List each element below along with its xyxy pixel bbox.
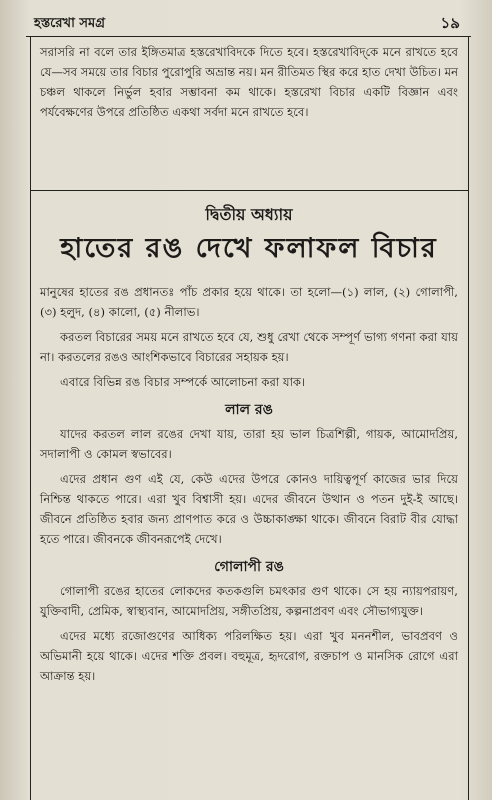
book-title: হস্তরেখা সমগ্র (34, 16, 105, 31)
pink-paragraph-1: গোলাপী রঙের হাতের লোকদের কতকগুলি চমৎকার গুণ থাকে। সে হয় ন্যায়পরায়ণ, যুক্তিবাদী, প্রেমিক, স্বাস্থ্যবান, আমোদপ্রিয়, সঙ্গীতপ্রিয়, কল্পনাপ্রবণ এবং সৌভাগ্যযুক্ত। (40, 584, 458, 618)
section-heading-pink: গোলাপী রঙ (214, 559, 284, 575)
left-border (30, 36, 31, 800)
red-paragraph-2: এদের প্রধান গুণ এই যে, কেউ এদের উপরে কোনও দায়িত্বপূর্ণ কাজের ভার দিয়ে নিশ্চিন্ত থাকতে পারে। এরা খুব বিশ্বাসী হয়। এদের জীবনে উত্থান ও পতন দুই-ই আছে। জীবনে প্রতিষ্ঠিত হবার জন্য প্রাণপাত করে ও উচ্চাকাঙ্ক্ষা থাকে। জীবনে বিরাট বীর যোদ্ধা হতে পারে। জীবনকে জীবনরূপেই দেখে। (40, 472, 458, 546)
section-heading-red: লাল রঙ (225, 402, 273, 418)
intro-text (40, 42, 458, 128)
pink-paragraph-2: এদের মধ্যে রজোগুণের আধিক্য পরিলক্ষিত হয়। এরা খুব মননশীল, ভাবপ্রবণ ও অভিমানী হয়ে থাকে। এদের শক্তি প্রবল। বহুমূত্র, হৃদরোগ, রক্তচাপ ও মানসিক রোগে এরা আক্রান্ত হয়। (40, 629, 458, 683)
section-divider (30, 190, 468, 191)
chapter-body (40, 282, 458, 691)
chapter-title: হাতের রঙ দেখে ফলাফল বিচার (60, 233, 438, 264)
chapter-label: দ্বিতীয় অধ্যায় (205, 205, 293, 224)
running-header (26, 12, 466, 34)
header-rule (26, 36, 471, 37)
paragraph-2: করতল বিচারের সময় মনে রাখতে হবে যে, শুধু রেখা থেকে সম্পূর্ণ ভাগ্য গণনা করা যায় না। করতলের রঙও আংশিকভাবে বিচারের সহায়ক হয়। (40, 330, 458, 364)
paragraph-3: এবারে বিভিন্ন রঙ বিচার সম্পর্কে আলোচনা করা যাক। (60, 375, 306, 389)
paragraph-1: মানুষের হাতের রঙ প্রধানতঃ পাঁচ প্রকার হয়ে থাকে। তা হলো—(১) লাল, (২) গোলাপী, (৩) হলুদ, (৪) কালো, (৫) নীলাভ। (40, 285, 458, 319)
right-border (468, 36, 469, 800)
page-number: ১৯ (440, 14, 460, 32)
intro-paragraph: সরাসরি না বলে তার ইঙ্গিতমাত্র হস্তরেখাবিদকে দিতে হবে। হস্তরেখাবিদ্‌কে মনে রাখতে হবে যে—সব সময়ে তার বিচার পুরোপুরি অভ্রান্ত নয়। মন রীতিমত স্থির করে হাত দেখা উচিত। মন চঞ্চল থাকলে নির্ভুল হবার সম্ভাবনা কম থাকে। হস্তরেখা বিচার একটি বিজ্ঞান এবং পর্যবেক্ষণের উপরে প্রতিষ্ঠিত একথা সর্বদা মনে রাখতে হবে। (40, 45, 459, 119)
red-paragraph-1: যাদের করতল লাল রঙের দেখা যায়, তারা হয় ভাল চিত্রশিল্পী, গায়ক, আমোদপ্রিয়, সদালাপী ও কোমল স্বভাবের। (40, 427, 458, 461)
